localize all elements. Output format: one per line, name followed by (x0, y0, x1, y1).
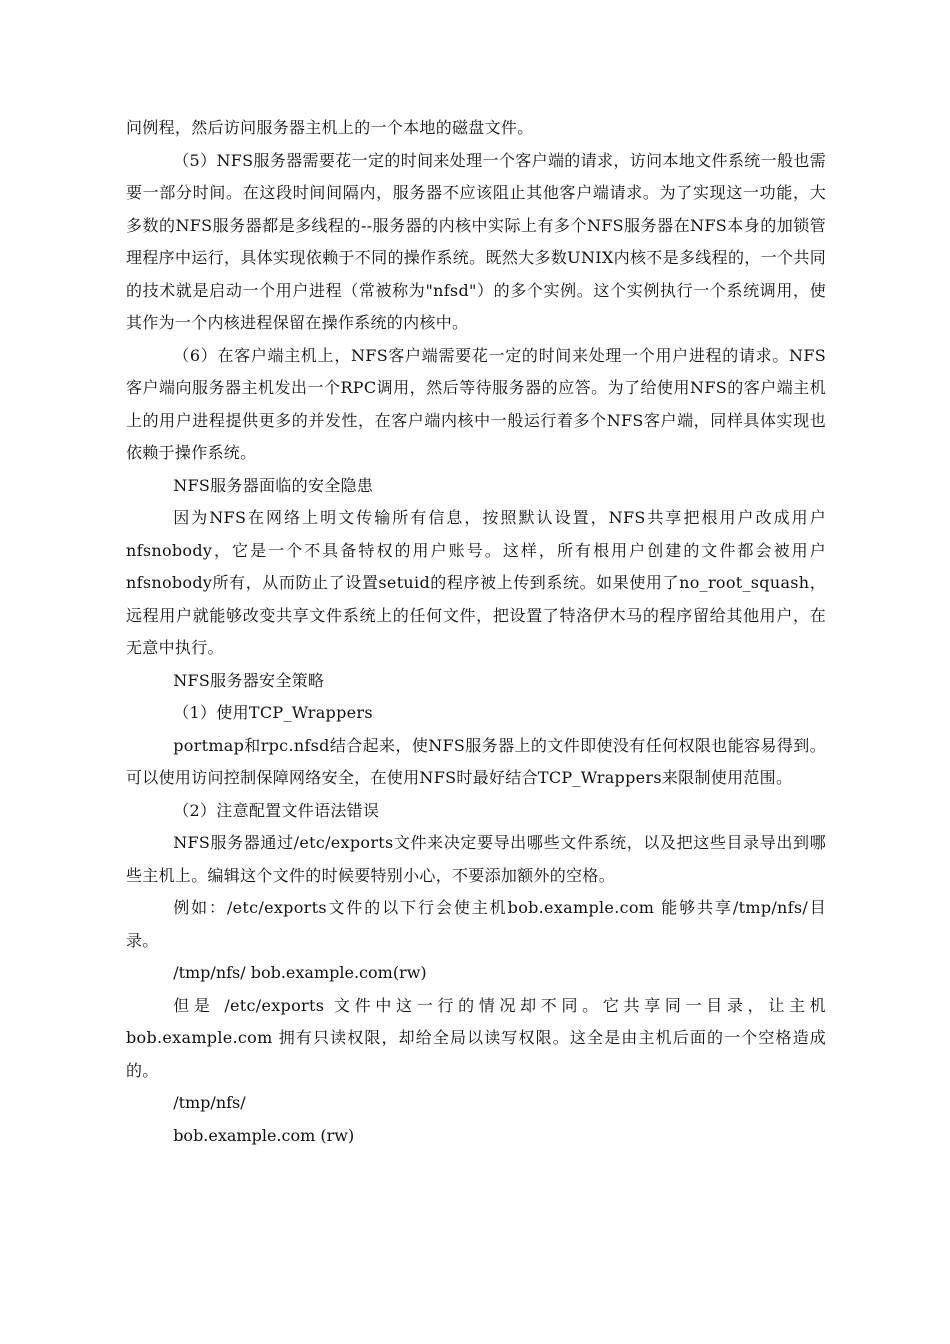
paragraph-item-5: （5）NFS服务器需要花一定的时间来处理一个客户端的请求，访问本地文件系统一般也需要一部分时间。在这段时间间隔内，服务器不应该阻止其他客户端请求。为了实现这一功能，大多数的NFS服务器都是多线程的--服务器的内核中实际上有多个NFS服务器在NFS本身的加锁管理程序中运行，具体实现依赖于不同的操作系统。既然大多数UNIX内核不是多线程的，一个共同的技术就是启动一个用户进程（常被称为"nfsd"）的多个实例。这个实例执行一个系统调用，使其作为一个内核进程保留在操作系统的内核中。 (126, 150, 826, 332)
paragraph-difference: 但是 /etc/exports 文件中这一行的情况却不同。它共享同一目录，让主机 bob.example.com 拥有只读权限，却给全局以读写权限。这全是由主机后面的一个空格造成的。 (126, 995, 826, 1080)
paragraph-item-6: （6）在客户端主机上，NFS客户端需要花一定的时间来处理一个用户进程的请求。NFS客户端向服务器主机发出一个RPC调用，然后等待服务器的应答。为了给使用NFS的客户端主机上的用户进程提供更多的并发性，在客户端内核中一般运行着多个NFS客户端，同样具体实现也依赖于操作系统。 (126, 345, 826, 462)
paragraph-example: 例如：/etc/exports文件的以下行会使主机bob.example.com 能够共享/tmp/nfs/目录。 (126, 898, 826, 950)
section-heading-security-risks: NFS服务器面临的安全隐患 (173, 475, 374, 495)
subheading-config-syntax: （2）注意配置文件语法错误 (173, 800, 380, 820)
subheading-tcp-wrappers: （1）使用TCP_Wrappers (173, 703, 373, 722)
section-heading-security-strategy: NFS服务器安全策略 (173, 670, 325, 690)
code-example-path: /tmp/nfs/ (173, 1093, 246, 1112)
paragraph-security-risks: 因为NFS在网络上明文传输所有信息，按照默认设置，NFS共享把根用户改成用户nfsnobody，它是一个不具备特权的用户账号。这样，所有根用户创建的文件都会被用户nfsnobody所有，从而防止了设置setuid的程序被上传到系统。如果使用了no_root_squash，远程用户就能够改变共享文件系统上的任何文件，把设置了特洛伊木马的程序留给其他用户，在无意中执行。 (126, 508, 826, 657)
paragraph-exports-file: NFS服务器通过/etc/exports文件来决定要导出哪些文件系统，以及把这些目录导出到哪些主机上。编辑这个文件的时候要特别小心，不要添加额外的空格。 (126, 833, 826, 885)
paragraph-continuation: 问例程，然后访问服务器主机上的一个本地的磁盘文件。 (126, 118, 534, 137)
document-body (126, 112, 826, 1152)
code-example-correct: /tmp/nfs/ bob.example.com(rw) (173, 963, 427, 982)
code-example-host: bob.example.com (rw) (173, 1125, 355, 1145)
paragraph-tcp-wrappers: portmap和rpc.nfsd结合起来，使NFS服务器上的文件即使没有任何权限也能容易得到。可以使用访问控制保障网络安全，在使用NFS时最好结合TCP_Wrappers来限制使用范围。 (126, 735, 826, 787)
